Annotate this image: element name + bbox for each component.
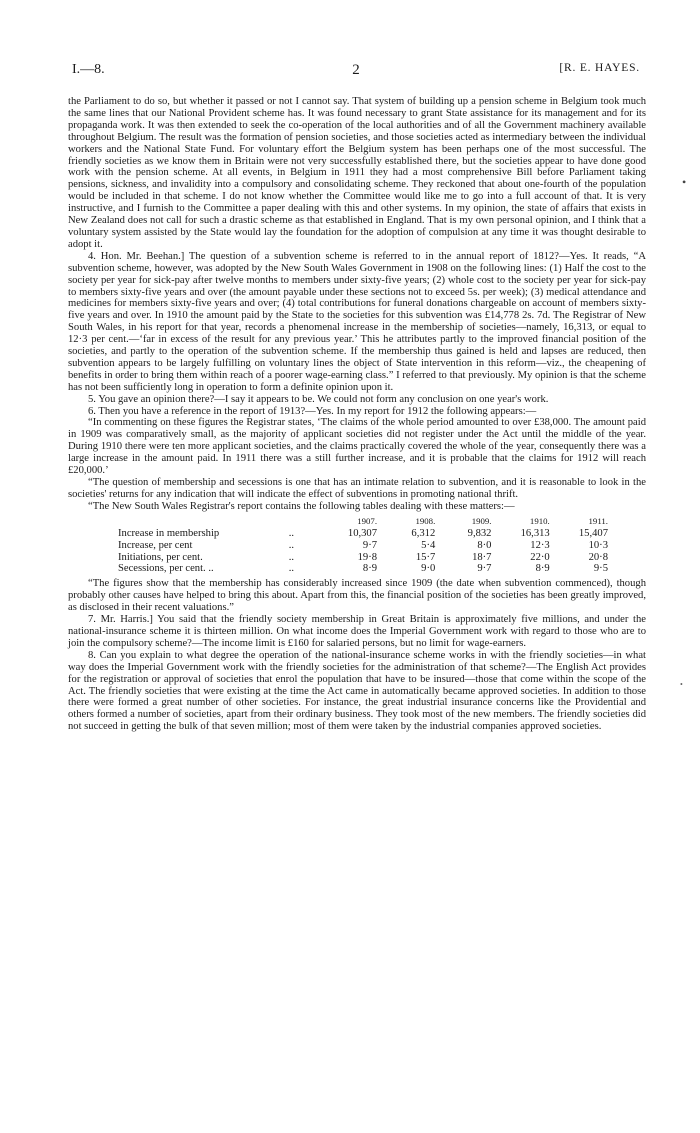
paragraph-question-6: 6. Then you have a reference in the report of 1913?—Yes. In my report for 1912 the following appears:— (88, 405, 537, 417)
margin-speck: • (682, 175, 687, 189)
paragraph: the Parliament to do so, but whether it passed or not I cannot say. That system of building up a pension scheme in Belgium took much the same lines that our National Provident scheme has. It was found necessary to grant State assistance for its management and for its propaganda work. It was then extended to seek the co-operation of the local authorities and of all the Government machinery available throughout Belgium. The result was the formation of pension societies, and those societies acted as intermediary between the individual workers and the National State Fund. For voluntary effort the Belgium system has been perhaps one of the most successful. The friendly societies as we know them in Britain were not very successfully established there, but the societies appear to have done good work with the pension scheme. At all events, in Belgium in 1911 they had a most comprehensive Bill before Parliament taking pensions, sickness, and invalidity into a compulsory and consolidating scheme. They reckoned that about one-fourth of the population would be included in that scheme. I do not know whether the Committee would like me to go into a full account of that. It is very instructive, and I furnish to the Committee a paper dealing with this and other systems. In my opinion, the state of affairs that exists in New Zealand does not call for such a drastic scheme as that established in England. That is my own personal opinion, and I think that a voluntary system assisted by the State would lay the foundation for the adoption of compulsion at any time it was thought desirable to adopt it. (68, 96, 646, 250)
table-cell: 20·8 (588, 551, 608, 563)
witness-name: [R. E. HAYES. (559, 62, 640, 74)
document-body (68, 96, 646, 733)
row-label: Initiations, per cent. (118, 551, 203, 563)
year-header: 1909. (471, 515, 492, 526)
row-label: Increase, per cent (118, 539, 193, 551)
year-header: 1910. (529, 515, 550, 526)
table-cell: 10·3 (588, 539, 608, 551)
leader-dots: .. (288, 539, 294, 551)
paragraph-question-4: 4. Hon. Mr. Beehan.] The question of a subvention scheme is referred to in the annual report of 1812?—Yes. It reads, “A subvention scheme, however, was adopted by the New South Wales Government in 1908 on the following lines: (1) Half the cost to the society per year for sick-pay after twelve months to members under sixty-five years; (2) whole cost to the society per year for sick-pay to members sixty-five years and over (the amount payable under these sections not to exceed 5s. per week); (3) medical attendance and medicines for members sixty-five years and over; (4) total contributions for funeral donations chargeable on account of members sixty-five years and over. In 1910 the amount paid by the State to the societies for this subvention was £14,778 2s. 7d. The Registrar of New South Wales, in his report for that year, records a phenomenal increase in the membership of societies—namely, 16,313, or equal to 12·3 per cent.—‘far in excess of the result for any previous year.’ This he attributes partly to the improved financial position of the societies, and partly to the operation of the subvention scheme. If the membership thus gained is held and lapses are reduced, then subvention appears to be largely fulfilling on voluntary lines the object of State intervention in this reform—viz., the cheapening of benefits in order to bring them within reach of a poorer wage-earning class.” I referred to that previously. My opinion is that the scheme has not been sufficiently long in operation to form a definite opinion upon it. (68, 250, 646, 393)
table-cell: 18·7 (472, 551, 492, 563)
table-cell: 8·9 (535, 563, 550, 575)
paragraph-quote: “The figures show that the membership has considerably increased since 1909 (the date when subvention commenced), though probably other causes have helped to bring this about. Apart from this, the financial position of the societies has been greatly improved, as disclosed in their recent valuations.” (68, 578, 646, 614)
page-number: 2 (352, 62, 360, 78)
table-cell: 15,407 (578, 527, 608, 539)
document-reference: I.—8. (72, 62, 105, 77)
page-header (72, 62, 640, 84)
table-cell: 16,313 (520, 527, 550, 539)
table-cell: 15·7 (415, 551, 436, 563)
table-cell: 10,307 (347, 527, 378, 539)
table-header-blank (118, 516, 289, 528)
table-cell: 9·7 (362, 539, 378, 551)
paragraph-quote: “The New South Wales Registrar's report contains the following tables dealing with these matters:— (88, 500, 515, 512)
table-cell: 9·0 (421, 563, 436, 575)
table-row (118, 528, 608, 540)
table-cell: 9·5 (593, 563, 608, 575)
table-header-row (118, 516, 608, 528)
margin-speck: • (680, 680, 683, 689)
leader-dots: .. (288, 527, 294, 539)
paragraph-quote: “In commenting on these figures the Registrar states, ‘The claims of the whole period amounted to over £38,000. The amount paid in 1909 was comparatively small, as the majority of applicant societies did not register under the Act until the middle of the year. During 1910 there were ten more applicant societies, and the claims practically covered the whole of the year, consequently there was a large increase in the amount paid. In 1911 there was a still further increase, and it is probable that the claims for 1912 will reach £20,000.’ (68, 417, 646, 477)
table-cell: 9,832 (467, 527, 492, 539)
paragraph-question-7: 7. Mr. Harris.] You said that the friendly society membership in Great Britain is approximately five millions, and under the national-insurance scheme it is thirteen million. On what income does the Imperial Government work with regard to those who are to join the compulsory scheme?—The income limit is £160 for salaried persons, but no limit for wage-earners. (68, 614, 646, 649)
membership-table (118, 516, 608, 576)
paragraph-question-8: 8. Can you explain to what degree the operation of the national-insurance scheme works in with the friendly societies—in what way does the Imperial Government work with the friendly societies for the administration of that scheme?—The English Act provides for the registration or approval of societies that enrol the population that have to be insured—those that come within the scope of the Act. The friendly societies that were existing at the time the Act came in automatically became approved societies. In addition to those there were formed a great number of other societies. For instance, the great industrial insurance concerns like the Providential and others formed a number of societies, apart from their ordinary business. They took most of the new members. The friendly societies did not succeed in getting the bulk of that seven million; most of them were taken by the industrial companies approved societies. (68, 649, 646, 733)
paragraph-quote: “The question of membership and secessions is one that has an intimate relation to subvention, and it is reasonable to look in the societies' returns for any indication that will indicate the effect of subventions in promoting national thrift. (68, 477, 646, 500)
row-label: Increase in membership (118, 527, 220, 539)
paragraph-question-5: 5. You gave an opinion there?—I say it appears to be. We could not form any conclusion on one year's work. (88, 393, 549, 405)
table-row (118, 563, 608, 575)
table-row (118, 552, 608, 564)
table-row (118, 540, 608, 552)
year-header: 1908. (415, 515, 436, 526)
table-cell: 8·9 (362, 563, 378, 575)
row-label: Secessions, per cent. .. (118, 563, 214, 575)
table-cell: 6,312 (411, 527, 436, 539)
table-cell: 12·3 (530, 539, 550, 551)
table-cell: 19·8 (357, 551, 378, 563)
table-cell: 22·0 (530, 551, 550, 563)
table-cell: 9·7 (477, 563, 492, 575)
leader-dots: .. (288, 551, 294, 563)
table-cell: 5·4 (421, 539, 436, 551)
table-cell: 8·0 (477, 539, 492, 551)
leader-dots: .. (288, 563, 294, 575)
year-header: 1911. (588, 515, 608, 526)
year-header: 1907. (357, 515, 378, 526)
table-header-blank (289, 516, 319, 528)
